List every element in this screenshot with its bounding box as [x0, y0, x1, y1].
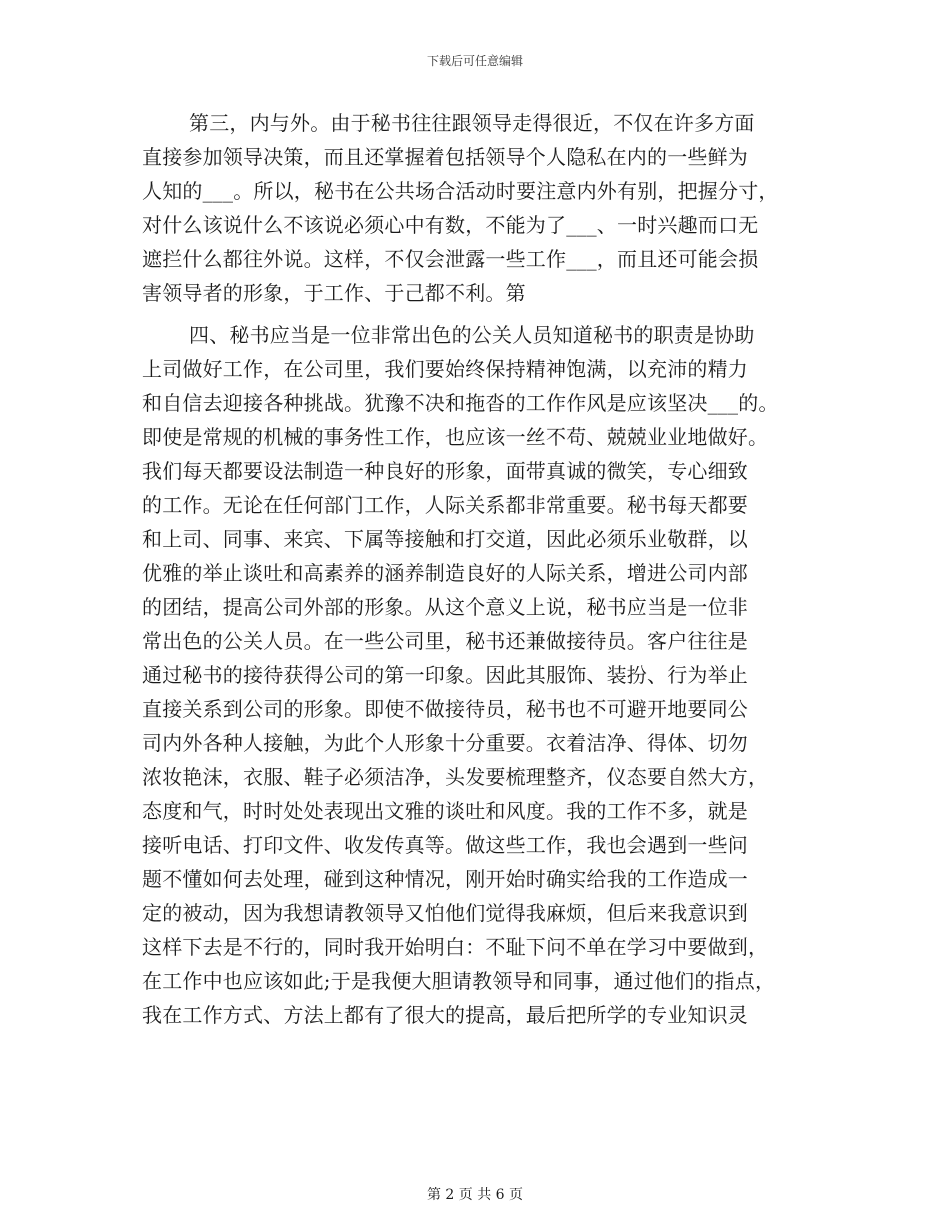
text-line: 在工作中也应该如此;于是我便大胆请教领导和同事，通过他们的指点， [142, 969, 776, 993]
text-line: 定的被动，因为我想请教领导又怕他们觉得我麻烦，但后来我意识到 [142, 901, 748, 925]
page-footer: 第 2 页 共 6 页 [426, 1187, 524, 1203]
text-line: 接听电话、打印文件、收发传真等。做这些工作，我也会遇到一些问 [142, 833, 748, 857]
text-line: 我在工作方式、方法上都有了很大的提高，最后把所学的专业知识灵 [142, 1003, 748, 1027]
paragraph-1 [142, 106, 822, 310]
text-line: 对什么该说什么不该说必须心中有数，不能为了___、一时兴趣而口无 [142, 213, 759, 237]
text-line: 第三，内与外。由于秘书往往跟领导走得很近，不仅在许多方面 [189, 111, 755, 135]
text-line: 直接关系到公司的形象。即使不做接待员，秘书也不可避开地要同公 [142, 697, 748, 721]
text-line: 常出色的公关人员。在一些公司里，秘书还兼做接待员。客户往往是 [142, 629, 748, 653]
text-line: 直接参加领导决策，而且还掌握着包括领导个人隐私在内的一些鲜为 [142, 145, 748, 169]
text-line: 的团结，提高公司外部的形象。从这个意义上说，秘书应当是一位非 [142, 595, 748, 619]
text-line: 遮拦什么都往外说。这样，不仅会泄露一些工作___，而且还可能会损 [142, 247, 759, 271]
text-line: 和上司、同事、来宾、下属等接触和打交道，因此必须乐业敬群，以 [142, 527, 748, 551]
document-body [142, 106, 822, 1032]
text-line: 优雅的举止谈吐和高素养的涵养制造良好的人际关系，增进公司内部 [142, 561, 748, 585]
text-line: 态度和气，时时处处表现出文雅的谈吐和风度。我的工作不多，就是 [142, 799, 748, 823]
text-line: 人知的___。所以，秘书在公共场合活动时要注意内外有别，把握分寸， [142, 179, 779, 203]
text-line: 题不懂如何去处理，碰到这种情况，刚开始时确实给我的工作造成一 [142, 867, 748, 891]
page-header: 下载后可任意编辑 [426, 54, 523, 68]
text-line: 的工作。无论在任何部门工作，人际关系都非常重要。秘书每天都要 [142, 493, 748, 517]
text-line: 四、秘书应当是一位非常出色的公关人员知道秘书的职责是协助 [189, 323, 755, 347]
text-line: 上司做好工作，在公司里，我们要始终保持精神饱满，以充沛的精力 [142, 357, 748, 381]
text-line: 通过秘书的接待获得公司的第一印象。因此其服饰、装扮、行为举止 [142, 663, 748, 687]
paragraph-gap [142, 310, 822, 318]
text-line: 浓妆艳沫，衣服、鞋子必须洁净，头发要梳理整齐，仪态要自然大方， [142, 765, 769, 789]
text-line: 这样下去是不行的，同时我开始明白：不耻下问不单在学习中要做到， [142, 935, 769, 959]
text-line: 我们每天都要设法制造一种良好的形象，面带真诚的微笑，专心细致 [142, 459, 748, 483]
text-line: 司内外各种人接触，为此个人形象十分重要。衣着洁净、得体、切勿 [142, 731, 748, 755]
text-line: 害领导者的形象，于工作、于己都不利。第 [142, 281, 526, 305]
paragraph-2 [142, 318, 822, 1032]
text-line: 即使是常规的机械的事务性工作，也应该一丝不苟、兢兢业业地做好。 [142, 425, 769, 449]
text-line: 和自信去迎接各种挑战。犹豫不决和拖沓的工作作风是应该坚决___的。 [142, 391, 779, 415]
